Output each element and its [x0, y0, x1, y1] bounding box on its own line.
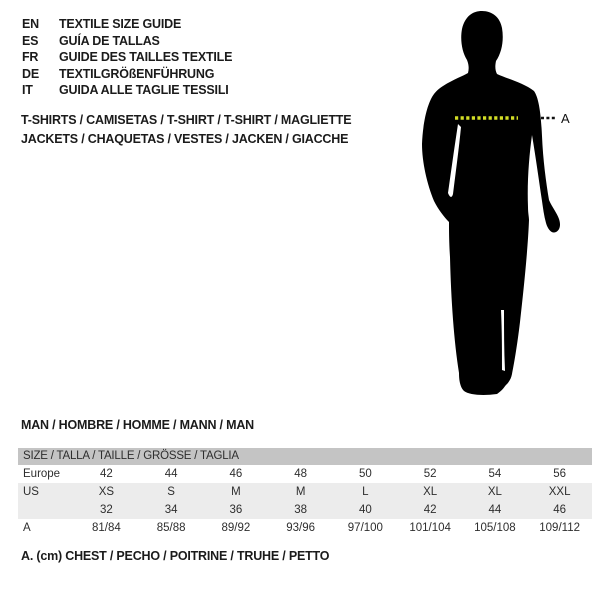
garment-categories — [21, 111, 351, 148]
language-title: GUÍA DE TALLAS — [59, 33, 160, 48]
size-value: M — [295, 486, 306, 498]
row-label: Europe — [23, 468, 61, 480]
language-title: GUIDA ALLE TAGLIE TESSILI — [59, 83, 229, 97]
size-value: 97/100 — [347, 522, 383, 534]
size-value: 40 — [358, 504, 372, 516]
size-value: 81/84 — [91, 522, 121, 534]
row-label: US — [23, 486, 39, 498]
size-value: 42 — [99, 468, 113, 480]
language-title: GUIDE DES TAILLES TEXTILE — [59, 50, 233, 64]
table-row-us — [18, 483, 592, 501]
size-value: 48 — [294, 468, 308, 480]
size-value: 36 — [229, 504, 243, 516]
size-value: 46 — [229, 468, 243, 480]
language-code: FR — [22, 50, 39, 64]
category-jackets: JACKETS / CHAQUETAS / VESTES / JACKEN / GIACCHE — [21, 131, 349, 146]
language-code: IT — [22, 83, 33, 97]
size-value: XL — [423, 486, 438, 498]
table-row-chest-a — [18, 519, 592, 537]
size-value: L — [362, 486, 369, 498]
measure-label-a: A — [561, 111, 570, 126]
size-value: 109/112 — [539, 522, 580, 534]
language-title: TEXTILGRÖßENFÜHRUNG — [59, 66, 215, 81]
row-label: A — [23, 522, 31, 534]
size-value: 101/104 — [409, 522, 451, 534]
language-row — [22, 66, 232, 83]
language-code: ES — [22, 33, 39, 48]
size-value: XS — [98, 486, 115, 498]
size-value: 52 — [423, 468, 437, 480]
size-value: 105/108 — [474, 522, 516, 534]
table-row-europe — [18, 465, 592, 483]
size-table — [18, 448, 592, 537]
language-list — [22, 16, 232, 99]
language-code: DE — [22, 66, 39, 81]
size-value: 44 — [164, 468, 178, 480]
size-value: 54 — [488, 468, 502, 480]
man-silhouette — [422, 11, 560, 395]
size-value: 89/92 — [221, 522, 251, 534]
table-row-numeric — [18, 501, 592, 519]
size-value: 32 — [99, 504, 113, 516]
language-title: TEXTILE SIZE GUIDE — [59, 17, 182, 31]
size-value: 42 — [423, 504, 437, 516]
measurement-footnote: A. (cm) CHEST / PECHO / POITRINE / TRUHE / PETTO — [21, 549, 330, 563]
size-value: 38 — [294, 504, 308, 516]
size-value: S — [167, 486, 175, 498]
size-value: 46 — [553, 504, 567, 516]
size-table-header: SIZE / TALLA / TAILLE / GRÖSSE / TAGLIA — [18, 448, 592, 465]
man-silhouette-figure — [405, 2, 600, 410]
language-code: EN — [22, 17, 39, 31]
language-row — [22, 33, 232, 50]
section-title-man: MAN / HOMBRE / HOMME / MANN / MAN — [21, 418, 254, 432]
language-row — [22, 82, 232, 99]
category-tshirts: T-SHIRTS / CAMISETAS / T-SHIRT / T-SHIRT / MAGLIETTE — [21, 113, 352, 127]
size-value: 93/96 — [286, 522, 316, 534]
language-row — [22, 16, 232, 33]
size-value: M — [231, 486, 241, 498]
size-value: 85/88 — [156, 522, 186, 534]
size-value: XXL — [548, 486, 571, 498]
size-value: 34 — [164, 504, 178, 516]
size-value: 56 — [553, 468, 567, 480]
size-value: 50 — [358, 468, 372, 480]
size-value: XL — [487, 486, 502, 498]
size-value: 44 — [488, 504, 502, 516]
row-label — [18, 501, 74, 519]
language-row — [22, 49, 232, 66]
